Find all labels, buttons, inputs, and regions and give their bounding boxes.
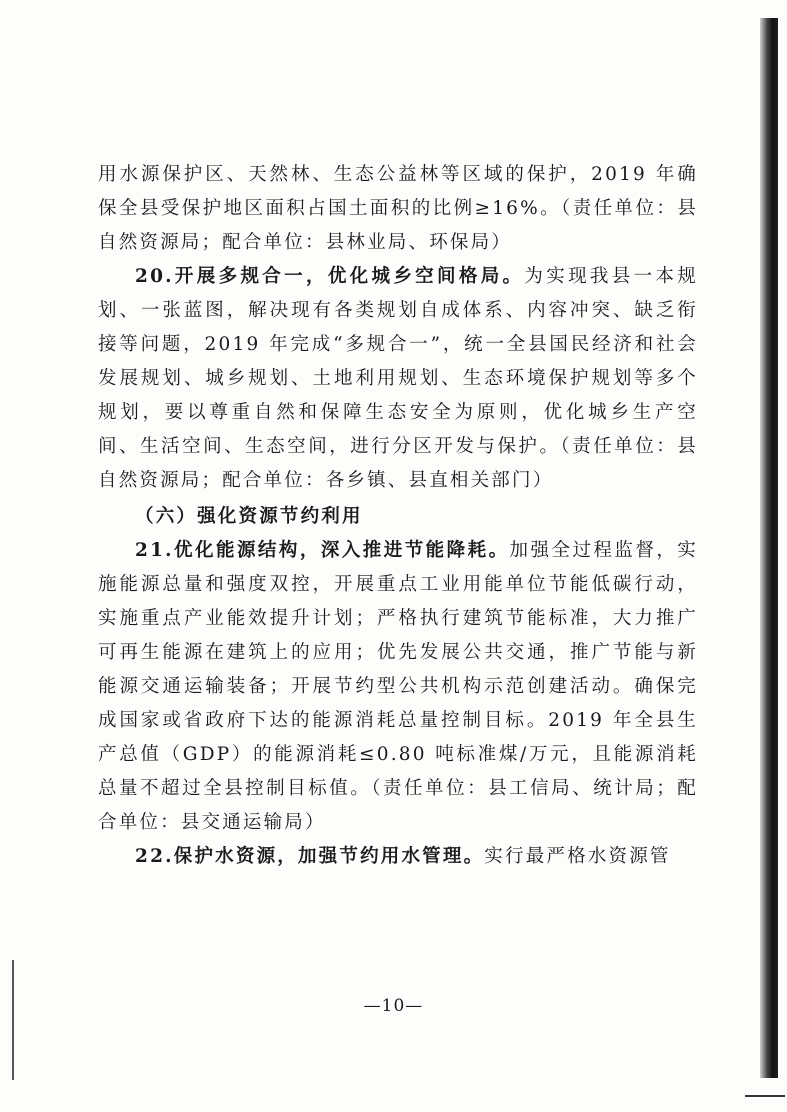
page-number: —10— xyxy=(363,996,424,1016)
paragraph-text: 用水源保护区、天然林、生态公益林等区域的保护，2019 年确保全县受保护地区面积占国土面积的比例≥16%。（责任单位：县自然资源局；配合单位：县林业局、环保局） xyxy=(98,164,698,253)
paragraph-text: 实行最严格水资源管 xyxy=(484,846,671,867)
scan-right-edge xyxy=(760,18,778,1078)
section-heading xyxy=(98,500,698,534)
paragraph-item-21 xyxy=(98,534,698,840)
scan-bottom-mark xyxy=(745,1095,785,1097)
paragraph-text: 为实现我县一本规划、一张蓝图，解决现有各类规划自成体系、内容冲突、缺乏衔接等问题，2019 年完成“多规合一”，统一全县国民经济和社会发展规划、城乡规划、土地利用规划、生态环境保护规划等多个规划，要以尊重自然和保障生态安全为原则，优化城乡生产空间、生活空间、生态空间，进行分区开发与保护。（责任单位：县自然资源局；配合单位：各乡镇、县直相关部门） xyxy=(98,266,698,491)
item-heading: 22.保护水资源，加强节约用水管理。 xyxy=(135,846,485,867)
section-title: （六）强化资源节约利用 xyxy=(135,506,363,527)
paragraph-continuation xyxy=(98,158,698,260)
paragraph-item-20 xyxy=(98,260,698,498)
paragraph-item-22 xyxy=(98,840,698,874)
document-body xyxy=(98,158,698,874)
item-heading: 20.开展多规合一，优化城乡空间格局。 xyxy=(135,266,525,287)
paragraph-text: 加强全过程监督，实施能源总量和强度双控，开展重点工业用能单位节能低碳行动，实施重点产业能效提升计划；严格执行建筑节能标准，大力推广可再生能源在建筑上的应用；优先发展公共交通，推广节能与新能源交通运输装备；开展节约型公共机构示范创建活动。确保完成国家或省政府下达的能源消耗总量控制目标。2019 年全县生产总值（GDP）的能源消耗≤0.80 吨标准煤/万元，且能源消耗总量不超过全县控制目标值。（责任单位：县工信局、统计局；配合单位：县交通运输局） xyxy=(98,540,698,833)
scan-left-mark xyxy=(12,960,14,1080)
item-heading: 21.优化能源结构，深入推进节能降耗。 xyxy=(135,540,510,561)
